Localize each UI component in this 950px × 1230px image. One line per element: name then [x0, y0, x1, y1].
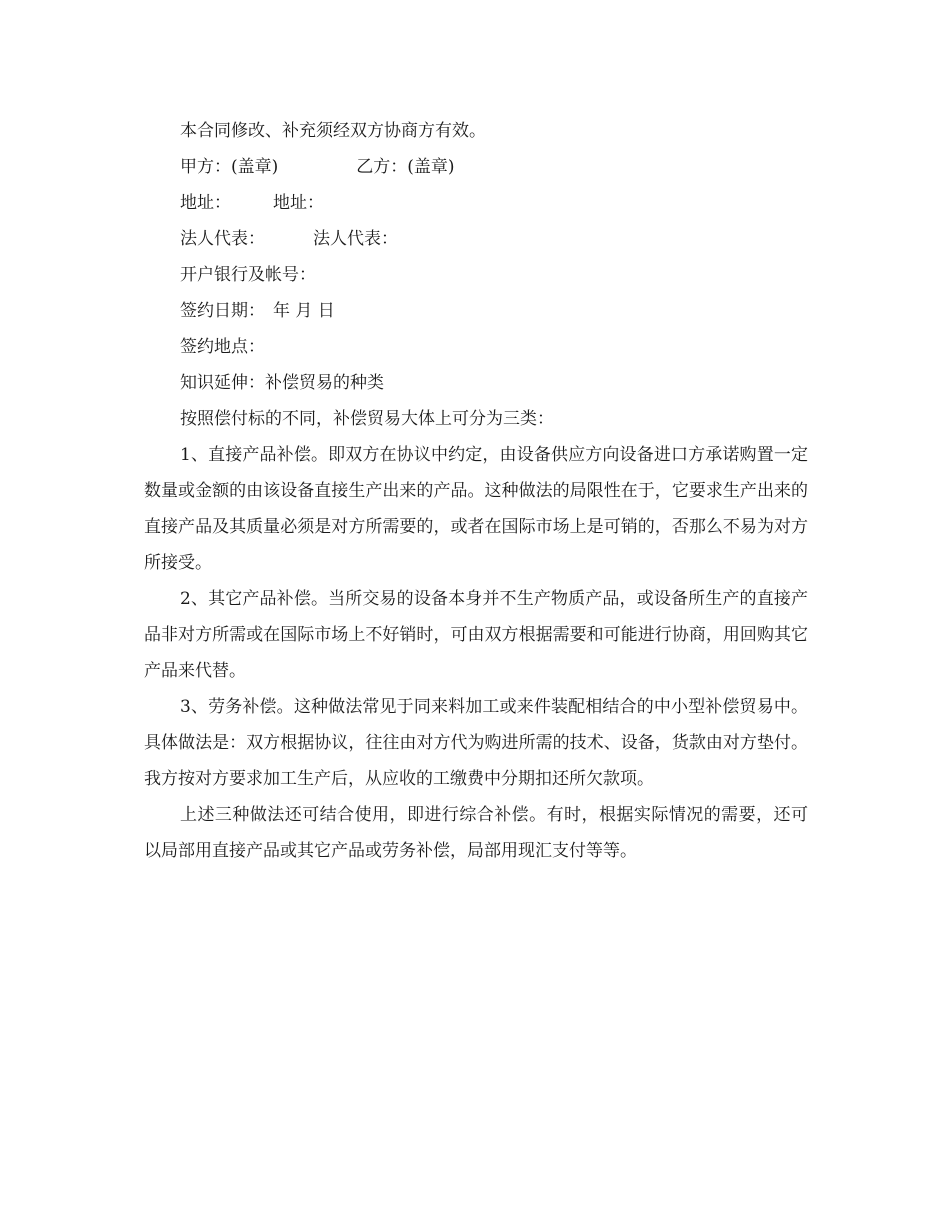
bank-account-label: 开户银行及帐号： — [180, 265, 316, 285]
paragraph-combined: 上述三种做法还可结合使用，即进行综合补偿。有时，根据实际情况的需要，还可以局部用直接产品或其它产品或劳务补偿，局部用现汇支付等等。 — [144, 805, 808, 861]
sign-place-row — [144, 329, 808, 365]
party-b-address: 地址： — [273, 193, 324, 213]
intro-text: 按照偿付标的不同，补偿贸易大体上可分为三类： — [180, 409, 554, 429]
address-row — [144, 185, 808, 221]
paragraph-other-product: 2、其它产品补偿。当所交易的设备本身并不生产物质产品，或设备所生产的直接产品非对方所需或在国际市场上不好销时，可由双方根据需要和可能进行协商，用回购其它产品来代替。 — [144, 589, 808, 681]
amendment-text: 本合同修改、补充须经双方协商方有效。 — [180, 121, 486, 141]
party-a-seal: 甲方：(盖章) — [180, 157, 279, 177]
knowledge-extension-title: 知识延伸：补偿贸易的种类 — [180, 373, 384, 393]
sign-date-value: 年 月 日 — [273, 301, 335, 321]
paragraph-labor-service: 3、劳务补偿。这种做法常见于同来料加工或来件装配相结合的中小型补偿贸易中。具体做法是：双方根据协议，往往由对方代为购进所需的技术、设备，货款由对方垫付。我方按对方要求加工生产后，从应收的工缴费中分期扣还所欠款项。 — [144, 697, 808, 789]
document-body — [144, 113, 808, 869]
party-seal-row — [144, 149, 808, 185]
party-a-legal-rep: 法人代表： — [180, 229, 265, 249]
knowledge-extension-heading — [144, 365, 808, 401]
bank-account-row — [144, 257, 808, 293]
legal-rep-row — [144, 221, 808, 257]
amendment-clause — [144, 113, 808, 149]
intro-line — [144, 401, 808, 437]
sign-place-label: 签约地点： — [180, 337, 265, 357]
paragraph-direct-product: 1、直接产品补偿。即双方在协议中约定，由设备供应方向设备进口方承诺购置一定数量或金额的由该设备直接生产出来的产品。这种做法的局限性在于，它要求生产出来的直接产品及其质量必须是对方所需要的，或者在国际市场上是可销的，否那么不易为对方所接受。 — [144, 445, 808, 573]
party-b-legal-rep: 法人代表： — [313, 229, 398, 249]
sign-date-row — [144, 293, 808, 329]
party-b-seal: 乙方：(盖章) — [356, 157, 455, 177]
party-a-address: 地址： — [180, 193, 231, 213]
sign-date-label: 签约日期： — [180, 301, 265, 321]
